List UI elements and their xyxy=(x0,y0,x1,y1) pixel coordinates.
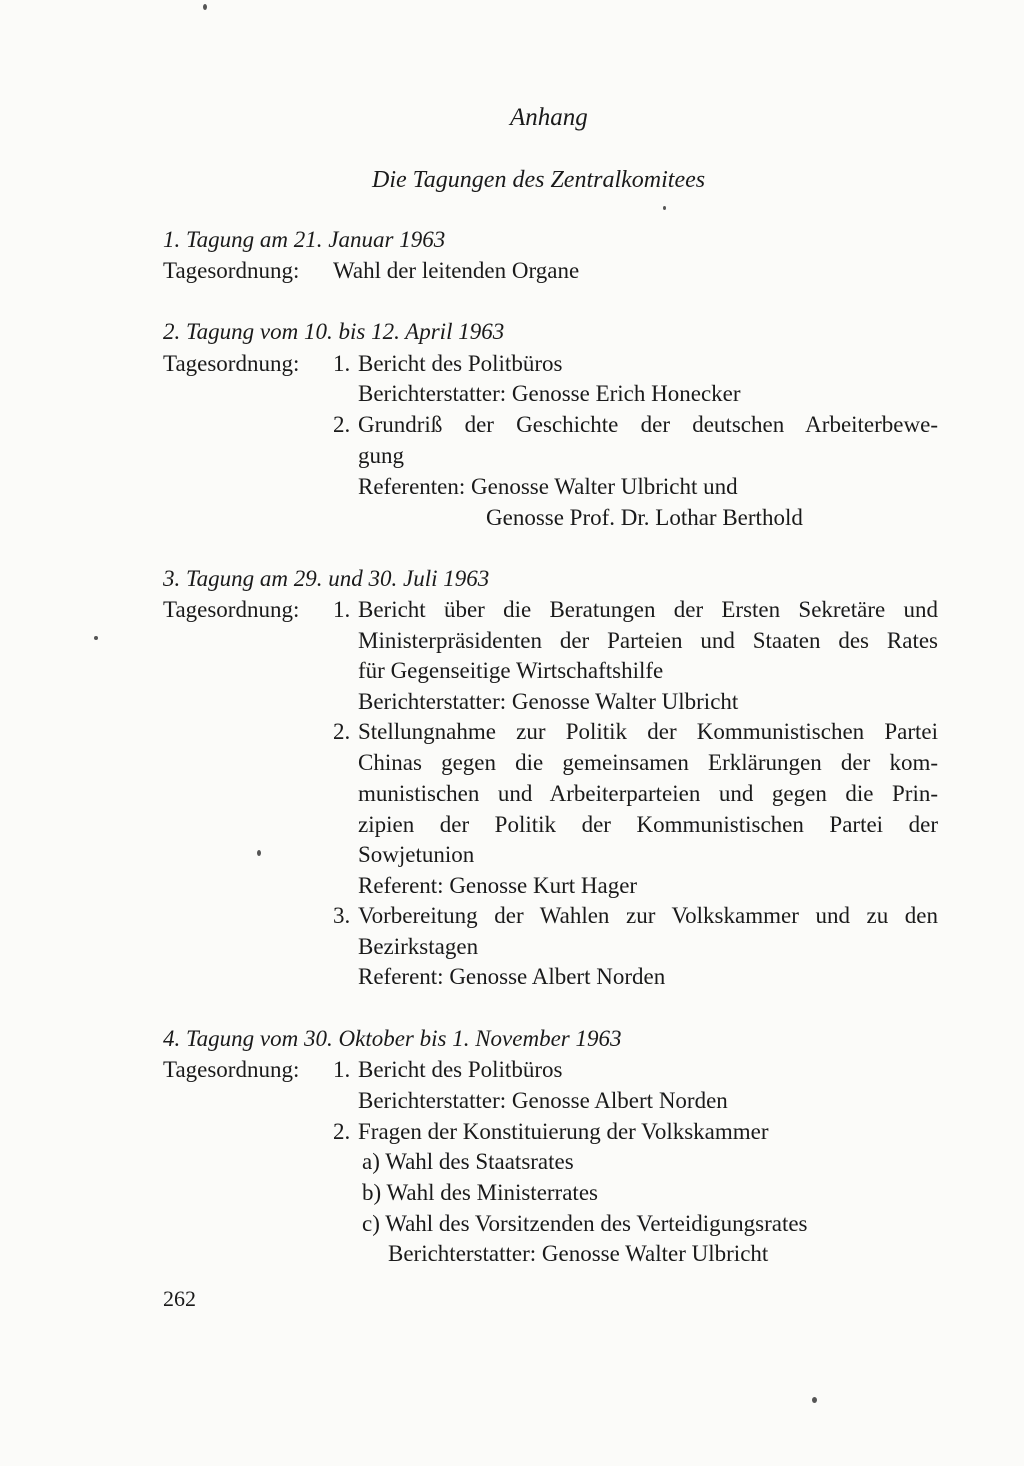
reporter-line: Genosse Prof. Dr. Lothar Berthold xyxy=(486,505,803,530)
agenda-label: Tagesordnung: xyxy=(163,597,300,622)
agenda-item-text: Ministerpräsidenten der Parteien und Staaten des Rates xyxy=(358,628,938,653)
agenda-item-number: 2. xyxy=(333,1119,351,1144)
agenda-label: Tagesordnung: xyxy=(163,1057,300,1082)
agenda-label: Tagesordnung: xyxy=(163,351,300,376)
reporter-line: Referent: Genosse Albert Norden xyxy=(358,964,666,989)
agenda-item-text: Bericht des Politbüros xyxy=(358,351,563,376)
agenda-subitem: b) Wahl des Ministerrates xyxy=(362,1180,598,1205)
agenda-item-text: für Gegenseitige Wirtschaftshilfe xyxy=(358,658,664,683)
page-subtitle: Die Tagungen des Zentralkomitees xyxy=(372,167,706,193)
agenda-item-text: Bericht des Politbüros xyxy=(358,1057,563,1082)
agenda-item-number: 1. xyxy=(333,1057,351,1082)
reporter-line: Referenten: Genosse Walter Ulbricht und xyxy=(358,474,738,499)
scan-speck xyxy=(94,636,98,640)
session-title: 2. Tagung vom 10. bis 12. April 1963 xyxy=(163,319,505,344)
agenda-item-number: 2. xyxy=(333,412,351,437)
reporter-line: Berichterstatter: Genosse Walter Ulbricht xyxy=(388,1241,769,1266)
agenda-item-text: Sowjetunion xyxy=(358,842,475,867)
agenda-item-text: Grundriß der Geschichte der deutschen Arbeiterbewe- xyxy=(358,412,938,437)
agenda-subitem: c) Wahl des Vorsitzenden des Verteidigungsrates xyxy=(362,1211,808,1236)
scan-speck xyxy=(257,850,261,856)
reporter-line: Referent: Genosse Kurt Hager xyxy=(358,873,638,898)
session-title: 3. Tagung am 29. und 30. Juli 1963 xyxy=(163,566,490,591)
agenda-subitem: a) Wahl des Staatsrates xyxy=(362,1149,574,1174)
agenda-item-text: Fragen der Konstituierung der Volkskammer xyxy=(358,1119,769,1144)
agenda-item-text: zipien der Politik der Kommunistischen Partei der xyxy=(358,812,938,837)
reporter-line: Berichterstatter: Genosse Walter Ulbricht xyxy=(358,689,739,714)
agenda-item-text: Chinas gegen die gemeinsamen Erklärungen der kom- xyxy=(358,750,938,775)
agenda-text: Wahl der leitenden Organe xyxy=(333,258,580,283)
page-number: 262 xyxy=(163,1286,196,1311)
agenda-item-text: Vorbereitung der Wahlen zur Volkskammer und zu den xyxy=(358,903,938,928)
scan-speck xyxy=(663,206,666,210)
reporter-line: Berichterstatter: Genosse Albert Norden xyxy=(358,1088,728,1113)
agenda-item-text: Bezirkstagen xyxy=(358,934,479,959)
agenda-item-number: 3. xyxy=(333,903,351,928)
agenda-item-number: 1. xyxy=(333,597,351,622)
agenda-item-text: Stellungnahme zur Politik der Kommunistischen Partei xyxy=(358,719,938,744)
agenda-item-text: gung xyxy=(358,443,404,468)
page-title: Anhang xyxy=(510,104,588,131)
agenda-item-text: munistischen und Arbeiterparteien und gegen die Prin- xyxy=(358,781,938,806)
agenda-label: Tagesordnung: xyxy=(163,258,300,283)
session-title: 1. Tagung am 21. Januar 1963 xyxy=(163,227,446,252)
scan-speck xyxy=(203,4,207,10)
session-title: 4. Tagung vom 30. Oktober bis 1. November 1963 xyxy=(163,1026,622,1051)
agenda-item-number: 1. xyxy=(333,351,351,376)
reporter-line: Berichterstatter: Genosse Erich Honecker xyxy=(358,381,741,406)
scan-speck xyxy=(812,1397,817,1403)
agenda-item-text: Bericht über die Beratungen der Ersten Sekretäre und xyxy=(358,597,938,622)
agenda-item-number: 2. xyxy=(333,719,351,744)
